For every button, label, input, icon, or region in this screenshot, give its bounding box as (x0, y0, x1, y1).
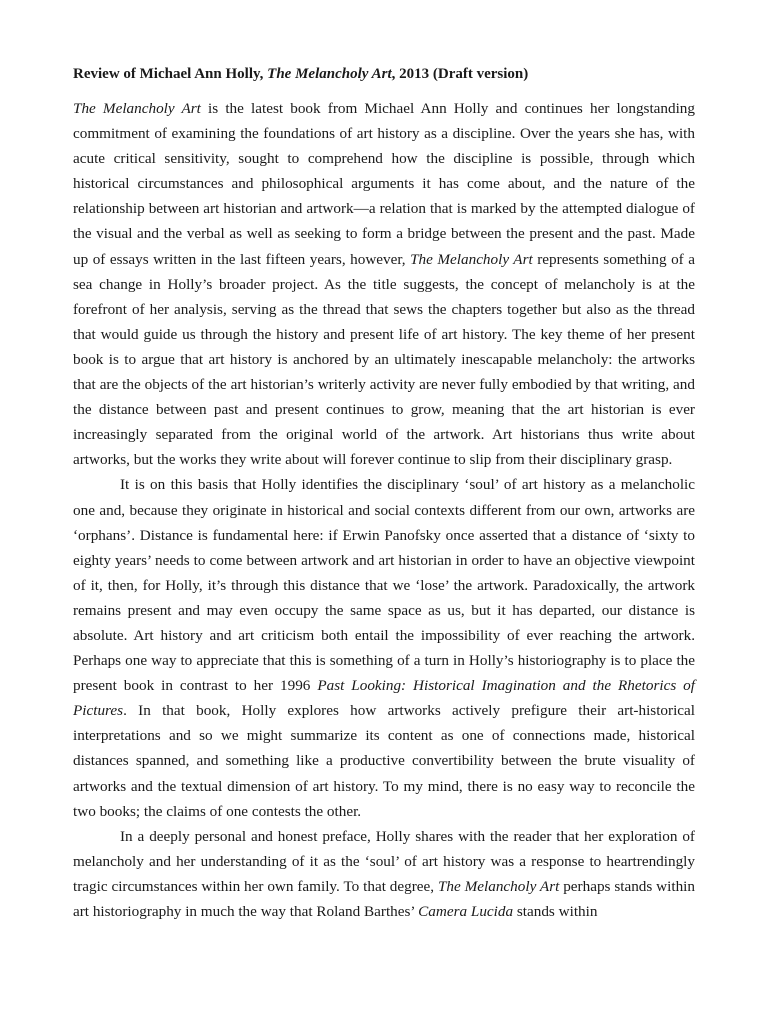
review-heading (73, 64, 695, 84)
text-run: represents something of a sea change in Holly’s broader project. As the title suggests, the concept of melancholy is at the forefront of her analysis, serving as the thread that sews the chapters together but also as the thread that would guide us through the history and present life of art history. The key theme of her present book is to argue that art history is anchored by an ultimately inescapable melancholy: the artworks that are the objects of the art historian’s writerly activity are never fully embodied by that writing, and the distance between past and present continues to grow, meaning that the art historian is ever increasingly separated from the original world of the artwork. Art historians thus write about artworks, but the works they write about will forever continue to slip from their disciplinary grasp. (73, 250, 695, 469)
heading-suffix: , 2013 (Draft version) (391, 66, 529, 82)
text-run: . In that book, Holly explores how artworks actively prefigure their art-historical interpretations and so we might summarize its content as one of connections made, historical distances spanned, and something like a productive convertibility between the brute visuality of artworks and the textual dimension of art history. To my mind, there is no easy way to reconcile the two books; the claims of one contests the other. (73, 702, 695, 820)
heading-book-title: The Melancholy Art (267, 66, 392, 82)
paragraph (73, 824, 695, 924)
text-run: It is on this basis that Holly identifies the disciplinary ‘soul’ of art history as a melancholic one and, because they originate in historical and social contexts different from our own, artworks are ‘orphans’. Distance is fundamental here: if Erwin Panofsky once asserted that a distance of ‘sixty to eighty years’ needs to come between artwork and art historian in order to have an objective viewpoint of it, then, for Holly, it’s through this distance that we ‘lose’ the artwork. Paradoxically, the artwork remains present and may even occupy the same space as us, but it has departed, our distance is absolute. Art history and art criticism both entail the impossibility of ever reaching the artwork. Perhaps one way to appreciate that this is something of a turn in Holly’s historiography is to place the present book in contrast to her 1996 (73, 476, 695, 695)
italic-title: The Melancholy Art (437, 877, 560, 895)
italic-title: Past Looking: Historical Imagination and the Rhetorics of Pictures (73, 677, 695, 720)
italic-title: The Melancholy Art (410, 250, 533, 268)
italic-title: The Melancholy Art (73, 100, 201, 117)
review-body (73, 96, 695, 924)
text-run: perhaps stands within art historiography in much the way that Roland Barthes’ (73, 877, 695, 920)
document-page (73, 64, 695, 924)
italic-title: Camera Lucida (418, 903, 514, 920)
text-run: is the latest book from Michael Ann Holly and continues her longstanding commitment of examining the foundations of art history as a discipline. Over the years she has, with acute critical sensitivity, sought to comprehend how the discipline is possible, through which historical circumstances and philosophical arguments it has come about, and the nature of the relationship between art historian and artwork—a relation that is marked by the attempted dialogue of the visual and the verbal as well as seeking to form a bridge between the present and the past. Made up of essays written in the last fifteen years, however, (73, 100, 695, 268)
text-run: stands within (513, 903, 598, 920)
heading-prefix: Review of Michael Ann Holly, (73, 66, 268, 82)
paragraph (73, 472, 695, 823)
text-run: In a deeply personal and honest preface, Holly shares with the reader that her exploration of melancholy and her understanding of it as the ‘soul’ of art history was a response to heartrendingly tragic circumstances within her own family. To that degree, (73, 827, 695, 895)
paragraph (73, 96, 695, 472)
